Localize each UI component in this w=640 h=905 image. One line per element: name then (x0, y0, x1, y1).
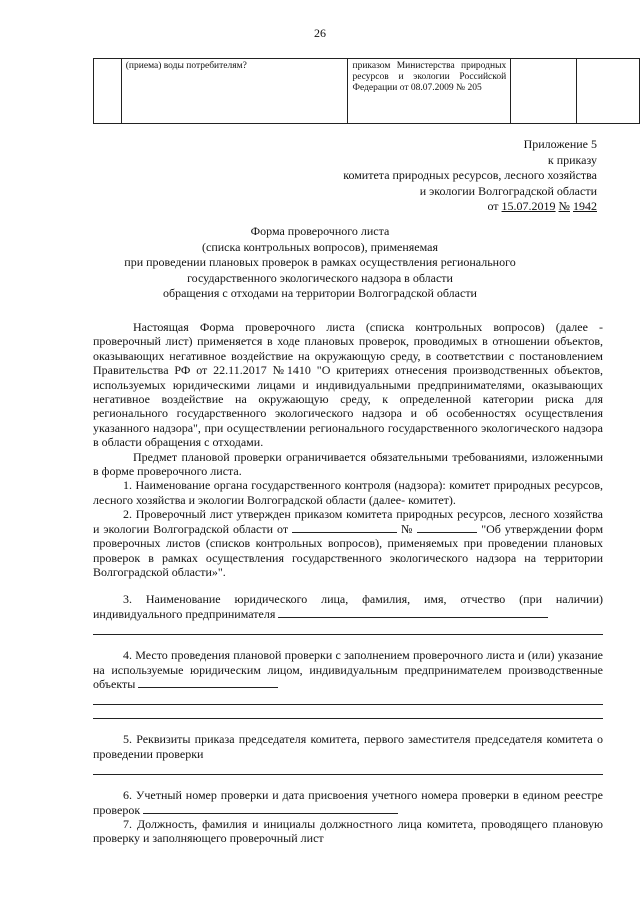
subject-paragraph: Предмет плановой проверки ограничивается обязательными требованиями, изложенными в форме проверочного листа. (93, 449, 603, 479)
order-number: 1942 (573, 199, 597, 213)
item-6 (93, 788, 603, 817)
appendix-date-line (343, 199, 597, 215)
date-prefix: от (487, 199, 499, 213)
appendix-line: Приложение 5 (523, 137, 597, 151)
order-date-blank[interactable] (292, 522, 397, 533)
form-title (80, 224, 560, 302)
appendix-line: к приказу (547, 152, 597, 167)
item-5: 5. Реквизиты приказа председателя комитета, первого заместителя председателя комитета о проведении проверки (93, 732, 603, 761)
fill-line[interactable] (93, 691, 603, 705)
fill-line[interactable] (93, 621, 603, 635)
table-cell-note (576, 59, 639, 124)
item-4-label: 4. Место проведения плановой проверки с заполнением проверочного листа и (или) указание на используемые юридическим лицом, индивидуальным предпринимателем производственные объекты (93, 648, 603, 691)
title-line: Форма проверочного листа (250, 224, 390, 238)
item-6-label: 6. Учетный номер проверки и дата присвоения учетного номера проверки в едином реестре проверок (93, 788, 603, 817)
item-2-end: "Об утверждении форм проверочных листов (списков контрольных вопросов), применяемых при проведении плановых проверок в рамках осуществления государственного экологического надзора на территории Волгоградской области»". (93, 521, 604, 579)
appendix-line: и экологии Волгоградской области (419, 183, 597, 198)
document-body (93, 320, 603, 846)
title-line: при проведении плановых проверок в рамках осуществления регионального (124, 255, 516, 269)
order-number-blank[interactable] (417, 522, 477, 533)
item-7: 7. Должность, фамилия и инициалы должностного лица комитета, проводящего плановую проверку и заполняющего проверочный лист (93, 816, 603, 846)
item-2-number-sign: № (400, 521, 414, 536)
item-1: 1. Наименование органа государственного контроля (надзора): комитет природных ресурсов, лесного хозяйства и экологии Волгоградской области (далее- комитет). (93, 478, 603, 507)
table-row (94, 59, 640, 124)
item-3-label: 3. Наименование юридического лица, фамилия, имя, отчество (при наличии) индивидуального предпринимателя (93, 592, 603, 621)
page-number: 26 (314, 26, 326, 40)
number-sign: № (558, 199, 570, 213)
table-cell-question: (приема) воды потребителям? (121, 59, 348, 124)
table-cell-reference: приказом Министерства природных ресурсов и экологии Российской Федерации от 08.07.2009 № 205 (348, 59, 511, 124)
appendix-header (343, 137, 597, 215)
fill-line[interactable] (93, 705, 603, 719)
fill-line[interactable] (93, 761, 603, 775)
appendix-line: комитета природных ресурсов, лесного хозяйства (343, 168, 597, 182)
intro-paragraph: Настоящая Форма проверочного листа (списка контрольных вопросов) (далее - проверочный лист) применяется в ходе плановых проверок, проводимых в отношении объектов, оказывающих негативное воздействие на окружающую среду, в соответствии с постановлением Правительства РФ от 22.11.2017 №1410 "О критериях отнесения производственных объектов, используемых юридическими лицами и индивидуальными предпринимателями, оказывающих негативное воздействие на окружающую среду, к определенной категории риска для регионального государственного экологического надзора и об особенностях осуществления указанного надзора", при осуществлении регионального государственного экологического надзора в области обращения с отходами. (93, 320, 603, 450)
legal-entity-field[interactable] (278, 607, 548, 618)
item-3 (93, 592, 603, 621)
item-2-start: 2. Проверочный лист утвержден приказом комитета природных ресурсов, лесного хозяйства и экологии Волгоградской области от (93, 507, 603, 536)
title-line: обращения с отходами на территории Волгоградской области (163, 286, 477, 300)
table-cell-answer (511, 59, 576, 124)
continuation-table (93, 58, 640, 124)
inspection-place-field[interactable] (138, 677, 278, 688)
title-line: государственного экологического надзора в области (187, 270, 453, 285)
item-4 (93, 648, 603, 691)
registry-number-field[interactable] (143, 803, 398, 814)
title-line: (списка контрольных вопросов), применяемая (202, 239, 438, 254)
order-date: 15.07.2019 (501, 199, 556, 213)
table-cell-number (94, 59, 122, 124)
item-2 (93, 507, 603, 579)
